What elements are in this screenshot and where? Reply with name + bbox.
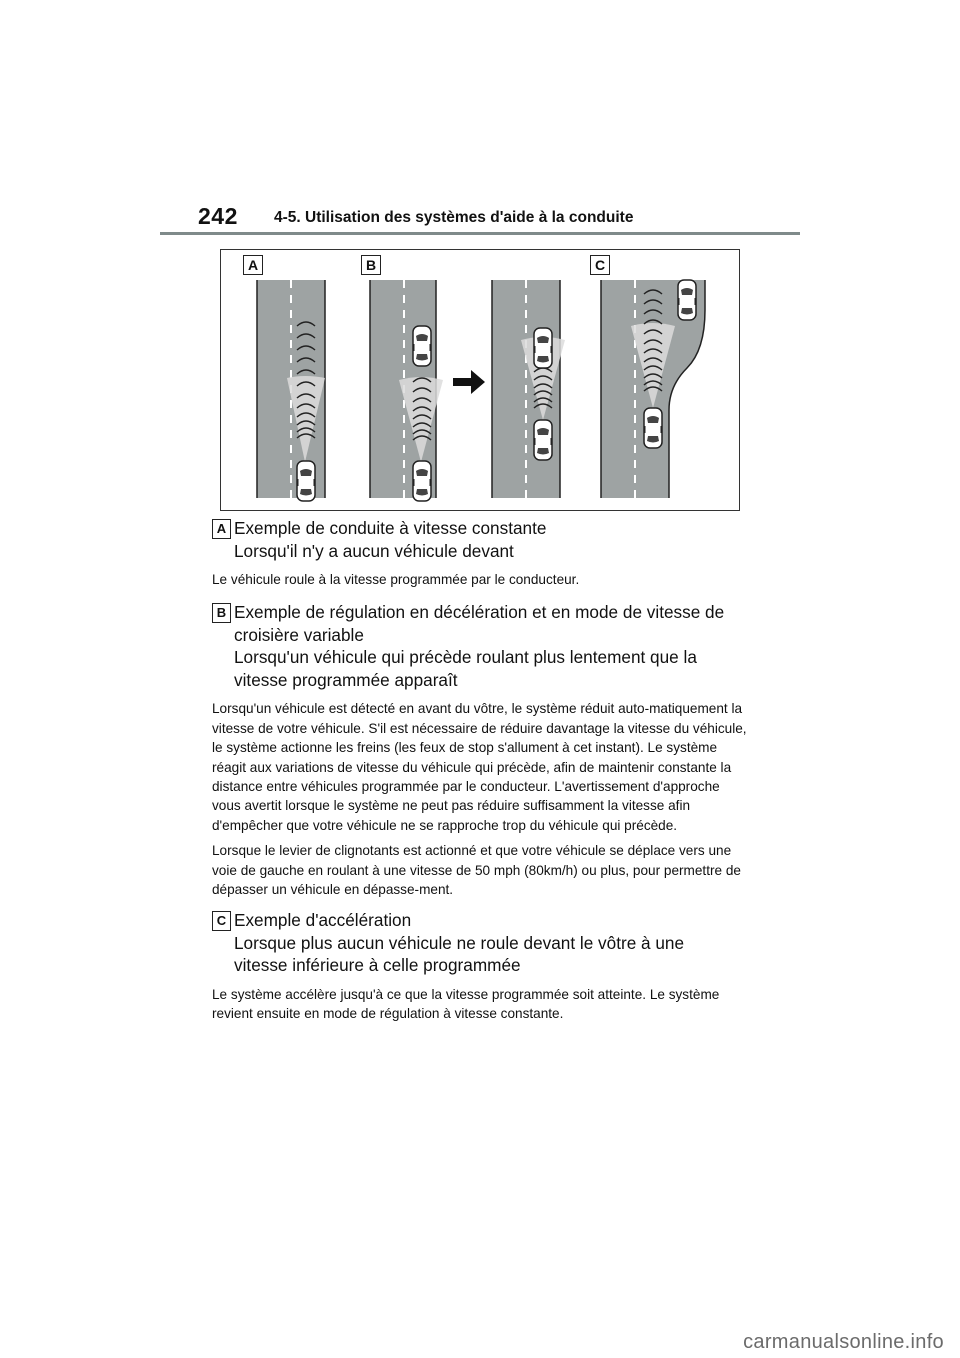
- section-b-paragraph-1: Lorsqu'un véhicule est détecté en avant du vôtre, le système réduit auto-matiquement la vitesse de votre véhicule. S'il est nécessaire de réduire davantage la vitesse du véhicule, le système actionne les freins (les feux de stop s'allument à cet instant). Le système réagit aux variations de vitesse du véhicule qui précède, afin de maintenir constante la distance entre véhicules programmée par le conducteur. L'avertissement d'approche vous avertit lorsque le système ne peut pas réduire suffisamment la vitesse afin d'empêcher que votre véhicule ne se rapproche trop du véhicule qui précède.: [212, 701, 747, 833]
- section-b-title-line: vitesse programmée apparaît: [234, 669, 458, 690]
- own-car-b1: [413, 461, 431, 501]
- section-a-heading: [212, 517, 748, 562]
- section-a-title-line: Lorsqu'il n'y a aucun véhicule devant: [234, 540, 514, 561]
- section-a-paragraph: Le véhicule roule à la vitesse programmée par le conducteur.: [212, 572, 580, 587]
- figure-label-c: C: [590, 255, 610, 275]
- header-rule: [160, 232, 800, 235]
- section-c-paragraph: Le système accélère jusqu'à ce que la vitesse programmée soit atteinte. Le système revient ensuite en mode de régulation à vitesse constante.: [212, 986, 720, 1022]
- exiting-car-c: [678, 280, 696, 320]
- section-b-title-line: Exemple de régulation en décélération et en mode de vitesse de: [234, 602, 725, 623]
- acc-diagram-svg: [221, 250, 741, 512]
- section-a-title: [234, 517, 748, 562]
- section-b-title-line: Lorsqu'un véhicule qui précède roulant plus lentement que la: [234, 647, 697, 668]
- own-car-b2: [534, 420, 552, 460]
- own-car-a: [297, 461, 315, 501]
- section-b-title: [234, 601, 748, 691]
- section-a-badge: A: [212, 519, 231, 539]
- section-c-heading: [212, 909, 748, 977]
- section-c-title-line: Exemple d'accélération: [234, 910, 412, 931]
- own-car-c: [644, 408, 662, 448]
- lead-car-b1: [413, 326, 431, 366]
- acc-diagram: [220, 249, 740, 511]
- section-a-title-line: Exemple de conduite à vitesse constante: [234, 518, 547, 538]
- watermark: carmanualsonline.info: [743, 1331, 944, 1353]
- road-b1: [370, 280, 443, 501]
- section-b-title-line: croisière variable: [234, 624, 364, 645]
- transition-arrow: [453, 370, 485, 394]
- page-number: 242: [198, 203, 238, 229]
- section-b-badge: B: [212, 603, 231, 623]
- section-c-title-line: Lorsque plus aucun véhicule ne roule devant le vôtre à une: [234, 932, 685, 953]
- road-a: [257, 280, 325, 501]
- lead-car-b2: [534, 328, 552, 368]
- content: [212, 517, 748, 1030]
- road-b2: [492, 280, 565, 498]
- figure-label-b: B: [361, 255, 381, 275]
- road-c: [601, 280, 705, 498]
- section-b-paragraph-2: Lorsque le levier de clignotants est actionné et que votre véhicule se déplace vers une voie de gauche en roulant à une vitesse de 50 mph (80km/h) ou plus, pour permettre de dépasser un véhicule en dépasse-ment.: [212, 843, 741, 898]
- section-c-title-line: vitesse inférieure à celle programmée: [234, 955, 521, 976]
- section-b-heading: [212, 601, 748, 691]
- section-title: 4-5. Utilisation des systèmes d'aide à la conduite: [274, 209, 634, 226]
- section-c-badge: C: [212, 911, 231, 931]
- section-c-title: [234, 909, 748, 977]
- figure-label-a: A: [243, 255, 263, 275]
